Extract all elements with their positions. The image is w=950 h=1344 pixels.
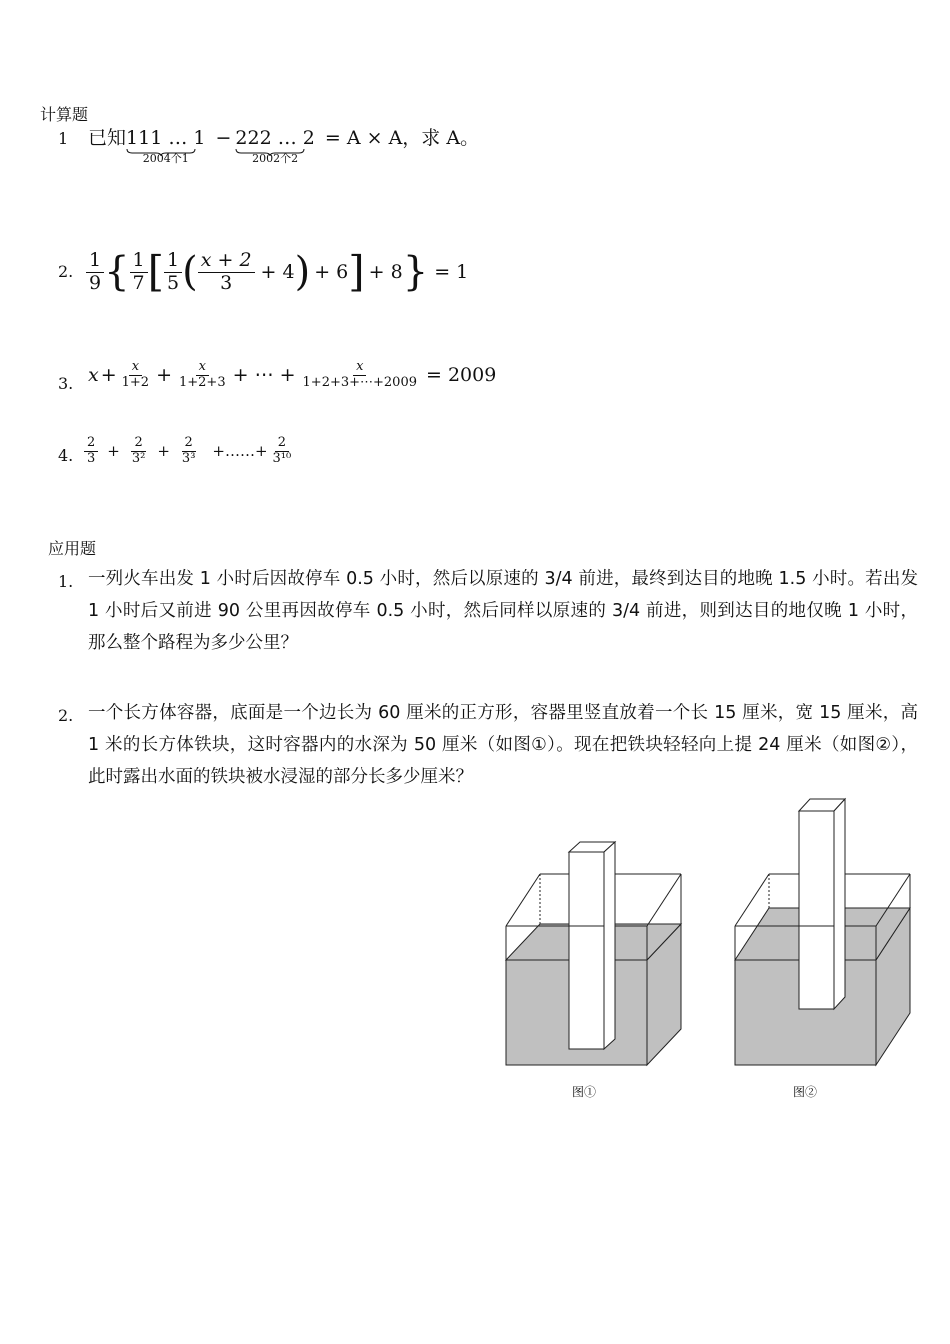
calc-q2-plus-8: + 8 <box>368 261 403 284</box>
calc-q1-number: 1 <box>58 129 69 148</box>
calc-q2-plus-6: + 6 <box>314 261 349 284</box>
figure-2-container-diagram <box>730 795 920 1070</box>
calc-q3-equation <box>88 360 496 391</box>
app-q1-number: 1. <box>58 572 74 591</box>
right-curly-brace-icon: } <box>402 249 429 296</box>
calc-q4-number: 4. <box>58 446 74 465</box>
figure-1-container-diagram <box>500 840 690 1070</box>
calc-section-title: 计算题 <box>40 105 89 124</box>
calc-q1-ones: 111 … 1 <box>126 127 206 149</box>
calc-q2-frac-1-7: $\frac{1}{7}$ <box>130 250 148 295</box>
calc-q1-twos: 222 … 2 <box>235 127 315 149</box>
calc-q3-equals: = 2009 <box>426 364 497 387</box>
calc-q2-frac-1-9: $\frac{1}{9}$ <box>86 250 104 295</box>
calc-q2-equals-1: = 1 <box>434 261 469 284</box>
calc-q1-prefix: 已知 <box>88 127 127 149</box>
calc-q3-ellipsis: + ⋯ + <box>232 364 296 387</box>
calc-q1-ones-count: 2004个1 <box>142 152 189 165</box>
left-bracket-icon: [ <box>147 247 165 297</box>
app-q2-number: 2. <box>58 706 74 725</box>
calc-q4-plus-1: + <box>107 442 120 461</box>
left-paren-icon: ( <box>182 249 198 296</box>
app-section-title: 应用题 <box>48 539 97 558</box>
calc-q1-ones-group <box>126 127 206 165</box>
calc-q3-term-2: $\frac{x}{1+2+3}$ <box>179 359 226 390</box>
calc-q1-minus: − <box>215 127 232 149</box>
calc-q4-term-3: $\frac{2}{\text{3³}}$ <box>181 435 196 466</box>
calc-q4-dots: +……+ <box>212 442 268 461</box>
figure-1-caption: 图① <box>572 1085 597 1099</box>
figure-2-caption: 图② <box>793 1085 818 1099</box>
calc-q1-twos-count: 2002个2 <box>252 152 299 165</box>
calc-q3-term-1: $\frac{x}{1+2}$ <box>121 359 150 390</box>
calc-q4-expression <box>84 436 294 467</box>
right-paren-icon: ) <box>294 249 311 296</box>
calc-q3-term-3: $\frac{x}{1+2+3+\cdots+2009}$ <box>302 359 417 390</box>
calc-q4-plus-2: + <box>157 442 170 461</box>
app-q2-text: 一个长方体容器，底面是一个边长为 60 厘米的正方形，容器里竖直放着一个长 15 厘米，宽 15 厘米，高 1 米的长方体铁块，这时容器内的水深为 50 厘米（如图①）。现在把铁块轻轻向上提 24 厘米（如图②），此时露出水面的铁块被水浸湿的部分长多少厘米？ <box>88 703 918 787</box>
calc-q2-number: 2. <box>58 262 74 281</box>
calc-q3-number: 3. <box>58 374 74 393</box>
calc-q1-rest: = A × A，求 A。 <box>324 127 480 149</box>
app-q1-text: 一列火车出发 1 小时后因故停车 0.5 小时，然后以原速的 3/4 前进，最终到达目的地晚 1.5 小时。若出发 1 小时后又前进 90 公里再因故停车 0.5 小时，然后同样以原速的 3/4 前进，则到达目的地仅晚 1 小时，那么整个路程为多少公里？ <box>88 569 918 653</box>
calc-q4-term-1: $\frac{2}{3}$ <box>84 436 98 467</box>
calc-q2-plus-4: + 4 <box>260 261 295 284</box>
calc-q3-x: x <box>88 364 99 387</box>
calc-q2-equation <box>86 247 469 297</box>
left-curly-brace-icon: { <box>104 249 130 296</box>
calc-q2-frac-x-plus-2: $\frac{x + 2}{3}$ <box>198 250 255 295</box>
calc-q1-twos-group <box>235 127 315 165</box>
calc-q4-term-2: $\frac{2}{\text{3²}}$ <box>131 435 146 466</box>
calc-q3-plus-2: + <box>156 364 172 387</box>
calc-q3-plus-1: + <box>100 364 117 387</box>
calc-q1-equation <box>88 123 480 165</box>
calc-q2-frac-1-5: $\frac{1}{5}$ <box>164 250 182 295</box>
right-bracket-icon: ] <box>348 247 365 297</box>
calc-q4-term-4: $\frac{2}{\text{3¹⁰}}$ <box>272 435 292 466</box>
